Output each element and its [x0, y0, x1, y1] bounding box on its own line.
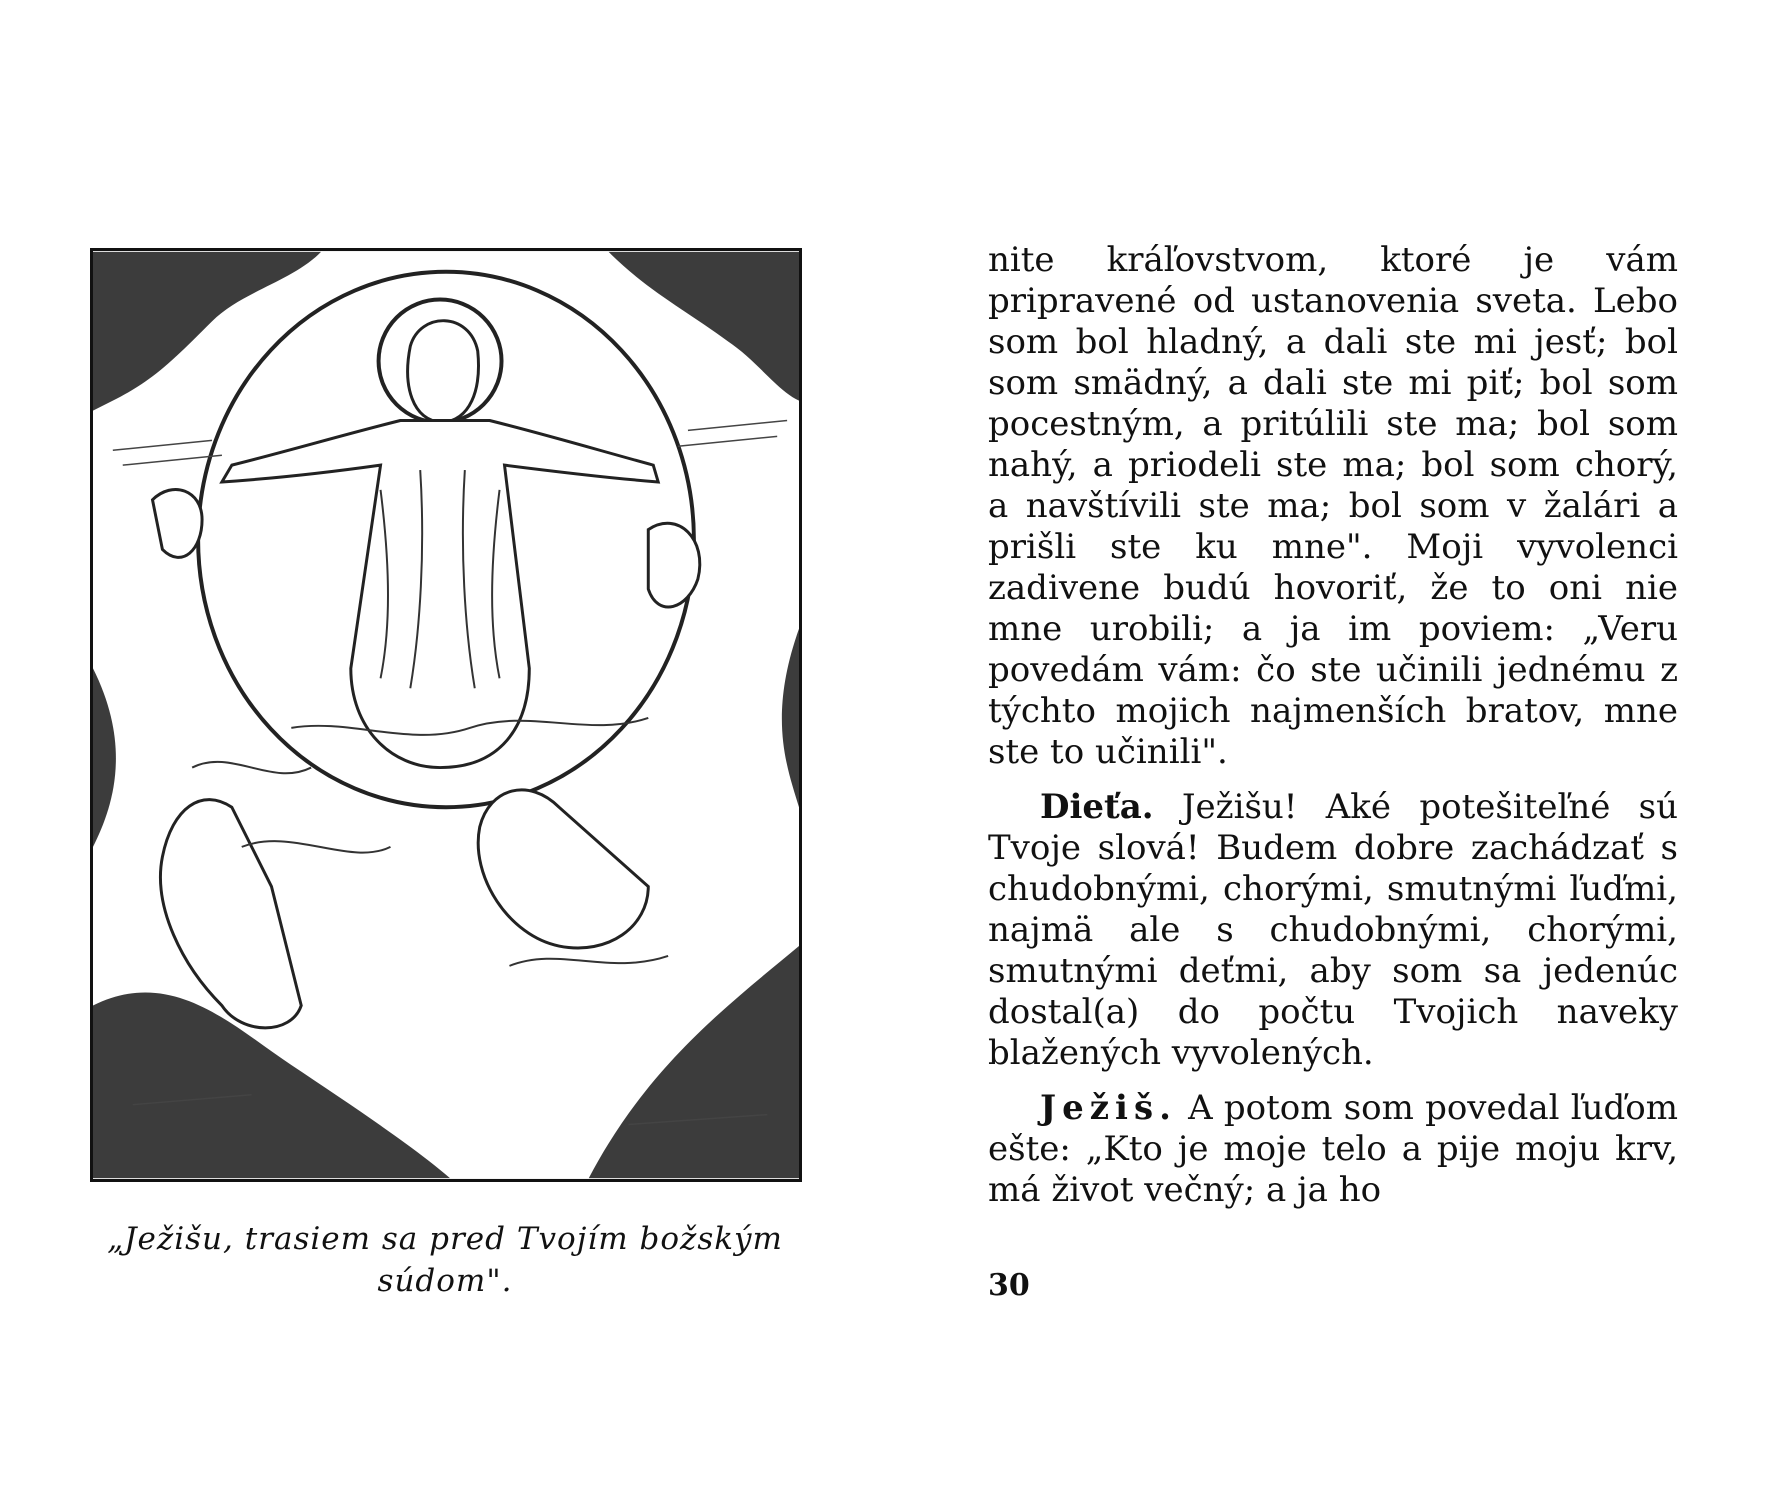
paragraph-jesus-text: A potom som povedal ľuďom ešte: „Kto je moje telo a pije moju krv, má život večný; a ja ho: [988, 1088, 1678, 1210]
left-page: [80, 240, 810, 1340]
paragraph-child-text: Ježišu! Aké potešiteľné sú Tvoje slová! Budem dobre zachádzať s chudobnými, chorými, smutnými ľuďmi, najmä ale s chudobnými, chorými, smutnými deťmi, aby som sa jedenúc dostal(a) do počtu Tvojich naveky blažených vyvolených.: [988, 787, 1678, 1073]
page-number: 30: [988, 1268, 1030, 1303]
body-text: [988, 240, 1678, 1211]
paragraph-child: [988, 787, 1678, 1074]
caption-line-1: „Ježišu, trasiem sa pred Tvojím božským: [107, 1221, 783, 1257]
paragraph-continuation: nite kráľovstvom, ktoré je vám pripravené od ustanovenia sveta. Lebo som bol hladný, a dali ste mi jesť; bol som smädný, a dali ste mi piť; bol som pocestným, a pritúlili ste ma; bol som nahý, a priodeli ste ma; bol som chorý, a navštívili ste ma; bol som v žalári a prišli ste ku mne". Moji vyvolenci zadivene budú hovoriť, že to oni nie mne urobili; a ja im poviem: „Veru povedám vám: čo ste učinili jednému z týchto mojich najmenších bratov, mne ste to učinili".: [988, 240, 1678, 772]
illustration-caption: [80, 1218, 810, 1302]
speaker-jesus: Ježiš.: [1040, 1088, 1177, 1128]
caption-line-2: súdom".: [377, 1263, 513, 1299]
paragraph-jesus: [988, 1088, 1678, 1211]
right-page: [988, 240, 1678, 1340]
illustration: [90, 248, 802, 1182]
last-judgment-engraving-icon: [93, 251, 799, 1179]
speaker-child: Dieťa.: [1040, 787, 1154, 827]
